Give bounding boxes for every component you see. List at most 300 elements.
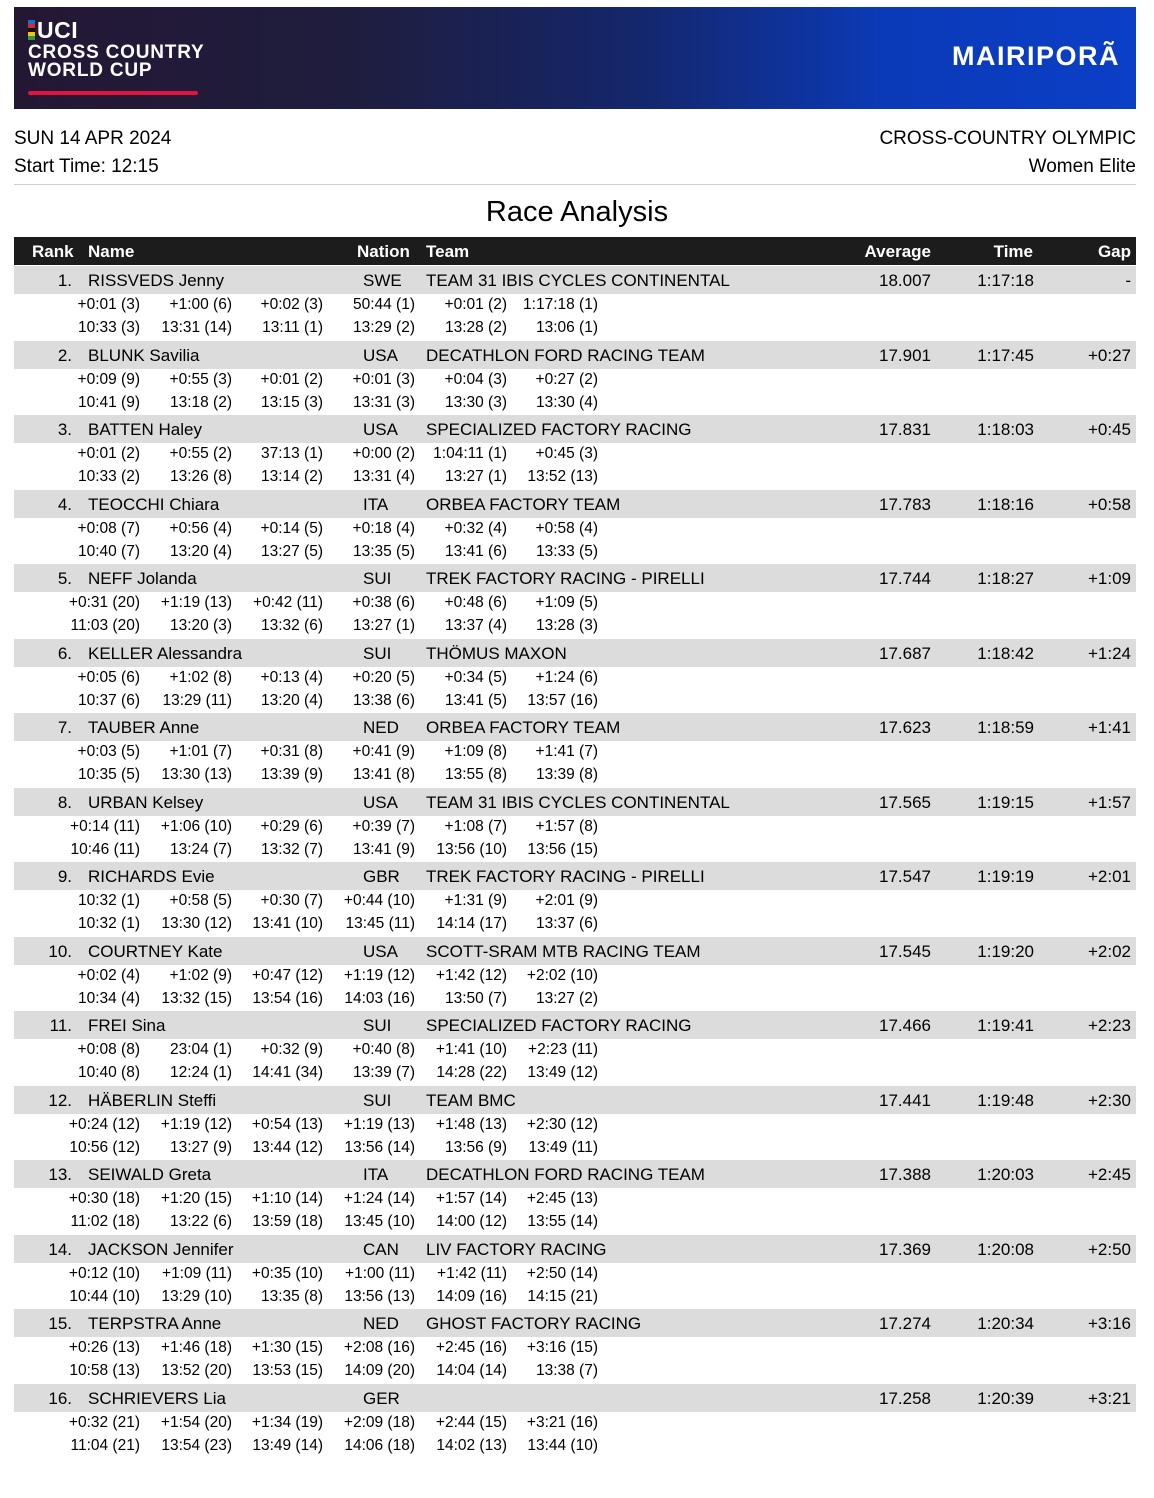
lap-time: 14:03 (16) bbox=[344, 990, 415, 1007]
rider-row bbox=[14, 1384, 1136, 1412]
split-gap: +2:50 (14) bbox=[526, 1265, 598, 1282]
nation-cell: SUI bbox=[363, 1091, 392, 1110]
rank-cell: 7. bbox=[57, 718, 72, 737]
rank-cell: 11. bbox=[49, 1016, 72, 1035]
lap-time: 13:52 (13) bbox=[527, 468, 598, 485]
split-gap: +1:54 (20) bbox=[160, 1414, 232, 1431]
lap-time: 13:44 (10) bbox=[527, 1437, 598, 1454]
name-cell: TERPSTRA Anne bbox=[88, 1314, 222, 1333]
lap-time: 13:31 (4) bbox=[352, 468, 415, 485]
lap-time: 13:27 (2) bbox=[535, 990, 598, 1007]
rider-row bbox=[14, 490, 1136, 518]
name-cell: TAUBER Anne bbox=[88, 718, 200, 737]
split-gap: +1:02 (8) bbox=[169, 669, 232, 686]
average-cell: 17.565 bbox=[879, 793, 931, 812]
team-cell: GHOST FACTORY RACING bbox=[426, 1314, 642, 1333]
lap-time: 13:11 (1) bbox=[262, 319, 323, 336]
lap-time: 13:53 (15) bbox=[252, 1362, 323, 1379]
split-gap: +1:09 (11) bbox=[162, 1265, 232, 1282]
split-gap: +1:19 (13) bbox=[343, 1116, 415, 1133]
nation-cell: SUI bbox=[363, 644, 392, 663]
lap-time: 13:29 (2) bbox=[352, 319, 415, 336]
team-cell: ORBEA FACTORY TEAM bbox=[426, 495, 621, 514]
nation-cell: SUI bbox=[363, 569, 392, 588]
name-cell: NEFF Jolanda bbox=[88, 569, 197, 588]
split-gap: +0:05 (6) bbox=[77, 669, 140, 686]
split-gap: +0:01 (2) bbox=[444, 296, 507, 313]
gap-cell: +1:24 bbox=[1087, 644, 1131, 663]
lap-time: 13:32 (6) bbox=[260, 617, 323, 634]
average-cell: 18.007 bbox=[879, 271, 931, 290]
lap-time: 13:37 (6) bbox=[535, 915, 598, 932]
discipline: CROSS-COUNTRY OLYMPIC bbox=[879, 128, 1136, 149]
lap-time: 13:56 (9) bbox=[444, 1139, 507, 1156]
split-gap: +1:00 (6) bbox=[169, 296, 232, 313]
lap-time: 10:44 (10) bbox=[69, 1288, 140, 1305]
lap-time: 13:56 (15) bbox=[527, 841, 598, 858]
split-gap: +1:19 (12) bbox=[343, 967, 415, 984]
split-gap: +2:30 (12) bbox=[526, 1116, 598, 1133]
split-gap: +1:24 (14) bbox=[343, 1190, 415, 1207]
lap-time: 10:40 (7) bbox=[77, 543, 140, 560]
lap-time: 13:50 (7) bbox=[444, 990, 507, 1007]
split-gap: +0:48 (6) bbox=[444, 594, 507, 611]
lap-time: 14:09 (20) bbox=[344, 1362, 415, 1379]
lap-time: 13:41 (10) bbox=[252, 915, 323, 932]
split-gap: +0:13 (4) bbox=[260, 669, 323, 686]
team-cell: DECATHLON FORD RACING TEAM bbox=[426, 346, 705, 365]
split-gap: +1:24 (6) bbox=[535, 669, 598, 686]
rank-cell: 4. bbox=[57, 495, 72, 514]
team-cell: LIV FACTORY RACING bbox=[426, 1240, 607, 1259]
split-gap: +0:18 (4) bbox=[352, 520, 415, 537]
lap-time: 13:41 (6) bbox=[444, 543, 507, 560]
split-gap: +0:08 (8) bbox=[77, 1041, 140, 1058]
time-cell: 1:19:19 bbox=[977, 867, 1034, 886]
lap-time: 13:33 (5) bbox=[535, 543, 598, 560]
average-cell: 17.744 bbox=[879, 569, 931, 588]
rank-cell: 10. bbox=[48, 942, 72, 961]
lap-time: 11:02 (18) bbox=[70, 1213, 140, 1230]
split-gap: +0:55 (3) bbox=[169, 371, 232, 388]
split-gap: +1:57 (14) bbox=[435, 1190, 507, 1207]
split-gap: +2:45 (16) bbox=[435, 1339, 507, 1356]
lap-time: 11:03 (20) bbox=[70, 617, 140, 634]
split-gap: +1:41 (7) bbox=[535, 743, 598, 760]
lap-time: 14:15 (21) bbox=[527, 1288, 598, 1305]
team-cell: TREK FACTORY RACING - PIRELLI bbox=[426, 569, 705, 588]
average-cell: 17.783 bbox=[879, 495, 931, 514]
col-gap: Gap bbox=[1097, 242, 1131, 261]
team-cell: SPECIALIZED FACTORY RACING bbox=[426, 420, 692, 439]
time-cell: 1:18:27 bbox=[977, 569, 1034, 588]
split-gap: +0:26 (13) bbox=[68, 1339, 140, 1356]
split-gap: +0:27 (2) bbox=[535, 371, 598, 388]
lap-time: 13:54 (23) bbox=[161, 1437, 232, 1454]
split-gap: +0:01 (3) bbox=[352, 371, 415, 388]
gap-cell: +2:30 bbox=[1087, 1091, 1131, 1110]
split-gap: +0:55 (2) bbox=[169, 445, 232, 462]
lap-time: 13:32 (7) bbox=[260, 841, 323, 858]
split-gap: +1:34 (19) bbox=[251, 1414, 323, 1431]
lap-time: 13:45 (11) bbox=[345, 915, 415, 932]
gap-cell: +1:41 bbox=[1087, 718, 1131, 737]
gap-cell: +0:58 bbox=[1087, 495, 1131, 514]
rank-cell: 13. bbox=[48, 1165, 72, 1184]
lap-time: 13:14 (2) bbox=[260, 468, 323, 485]
rider-row bbox=[14, 564, 1136, 592]
rank-cell: 16. bbox=[48, 1389, 72, 1408]
split-gap: 10:32 (1) bbox=[77, 892, 140, 909]
average-cell: 17.258 bbox=[879, 1389, 931, 1408]
name-cell: COURTNEY Kate bbox=[88, 942, 223, 961]
lap-time: 10:56 (12) bbox=[69, 1139, 140, 1156]
name-cell: TEOCCHI Chiara bbox=[88, 495, 220, 514]
team-cell: TEAM 31 IBIS CYCLES CONTINENTAL bbox=[426, 793, 730, 812]
lap-time: 13:54 (16) bbox=[252, 990, 323, 1007]
lap-time: 13:45 (10) bbox=[344, 1213, 415, 1230]
lap-time: 10:58 (13) bbox=[69, 1362, 140, 1379]
rank-cell: 14. bbox=[48, 1240, 72, 1259]
rank-cell: 8. bbox=[57, 793, 72, 812]
lap-time: 14:41 (34) bbox=[252, 1064, 323, 1081]
split-gap: +0:02 (4) bbox=[77, 967, 140, 984]
nation-cell: NED bbox=[363, 718, 399, 737]
uci-logo-text: UCI bbox=[37, 17, 79, 43]
gap-cell: +1:57 bbox=[1087, 793, 1131, 812]
time-cell: 1:20:03 bbox=[977, 1165, 1034, 1184]
split-gap: +3:16 (15) bbox=[526, 1339, 598, 1356]
lap-time: 13:49 (14) bbox=[252, 1437, 323, 1454]
rider-row bbox=[14, 415, 1136, 443]
time-cell: 1:19:48 bbox=[977, 1091, 1034, 1110]
lap-time: 13:44 (12) bbox=[252, 1139, 323, 1156]
rank-cell: 1. bbox=[57, 271, 72, 290]
nation-cell: USA bbox=[363, 942, 398, 961]
race-date: SUN 14 APR 2024 bbox=[14, 128, 172, 149]
lap-time: 10:33 (2) bbox=[77, 468, 140, 485]
logo-line-2: WORLD CUP bbox=[28, 60, 153, 81]
lap-time: 14:14 (17) bbox=[436, 915, 507, 932]
time-cell: 1:20:08 bbox=[977, 1240, 1034, 1259]
split-gap: +1:01 (7) bbox=[169, 743, 232, 760]
split-gap: +1:19 (13) bbox=[160, 594, 232, 611]
split-gap: +1:57 (8) bbox=[535, 818, 598, 835]
lap-time: 11:04 (21) bbox=[70, 1437, 140, 1454]
lap-time: 10:46 (11) bbox=[70, 841, 140, 858]
split-gap: +1:41 (10) bbox=[435, 1041, 507, 1058]
split-gap: +0:00 (2) bbox=[352, 445, 415, 462]
name-cell: BATTEN Haley bbox=[88, 420, 202, 439]
split-gap: +0:58 (5) bbox=[169, 892, 232, 909]
time-cell: 1:18:42 bbox=[977, 644, 1034, 663]
page-title: Race Analysis bbox=[485, 196, 669, 228]
split-gap: +1:09 (5) bbox=[535, 594, 598, 611]
lap-time: 13:24 (7) bbox=[169, 841, 232, 858]
split-gap: +0:08 (7) bbox=[77, 520, 140, 537]
rider-row bbox=[14, 1086, 1136, 1114]
lap-time: 13:30 (3) bbox=[444, 394, 507, 411]
split-gap: +0:30 (18) bbox=[68, 1190, 140, 1207]
split-gap: +1:30 (15) bbox=[251, 1339, 323, 1356]
split-gap: +0:24 (12) bbox=[68, 1116, 140, 1133]
team-cell: TEAM BMC bbox=[426, 1091, 516, 1110]
lap-time: 13:29 (11) bbox=[162, 692, 232, 709]
average-cell: 17.901 bbox=[879, 346, 931, 365]
name-cell: SCHRIEVERS Lia bbox=[88, 1389, 226, 1408]
time-cell: 1:17:45 bbox=[977, 346, 1034, 365]
average-cell: 17.623 bbox=[879, 718, 931, 737]
name-cell: RICHARDS Evie bbox=[88, 867, 215, 886]
split-gap: +0:56 (4) bbox=[169, 520, 232, 537]
split-gap: +1:20 (15) bbox=[160, 1190, 232, 1207]
lap-time: 10:37 (6) bbox=[77, 692, 140, 709]
name-cell: KELLER Alessandra bbox=[88, 644, 243, 663]
lap-time: 13:56 (13) bbox=[344, 1288, 415, 1305]
split-gap: +0:02 (3) bbox=[260, 296, 323, 313]
team-cell: TREK FACTORY RACING - PIRELLI bbox=[426, 867, 705, 886]
average-cell: 17.831 bbox=[879, 420, 931, 439]
split-gap: +2:09 (18) bbox=[343, 1414, 415, 1431]
rider-row bbox=[14, 713, 1136, 741]
nation-cell: ITA bbox=[363, 1165, 389, 1184]
split-gap: +0:32 (9) bbox=[260, 1041, 323, 1058]
col-team: Team bbox=[426, 242, 470, 261]
split-gap: +1:00 (11) bbox=[345, 1265, 415, 1282]
nation-cell: CAN bbox=[363, 1240, 399, 1259]
split-gap: 50:44 (1) bbox=[352, 296, 415, 313]
rider-row bbox=[14, 788, 1136, 816]
split-gap: +0:32 (4) bbox=[444, 520, 507, 537]
lap-time: 13:27 (5) bbox=[260, 543, 323, 560]
split-gap: +0:29 (6) bbox=[260, 818, 323, 835]
average-cell: 17.687 bbox=[879, 644, 931, 663]
lap-time: 13:06 (1) bbox=[535, 319, 598, 336]
gap-cell: +2:50 bbox=[1087, 1240, 1131, 1259]
nation-cell: ITA bbox=[363, 495, 389, 514]
lap-time: 13:30 (13) bbox=[161, 766, 232, 783]
lap-time: 13:30 (4) bbox=[535, 394, 598, 411]
nation-cell: SUI bbox=[363, 1016, 392, 1035]
average-cell: 17.547 bbox=[879, 867, 931, 886]
team-cell: ORBEA FACTORY TEAM bbox=[426, 718, 621, 737]
split-gap: +1:10 (14) bbox=[251, 1190, 323, 1207]
gap-cell: +2:01 bbox=[1087, 867, 1131, 886]
split-gap: +2:45 (13) bbox=[526, 1190, 598, 1207]
split-gap: +0:09 (9) bbox=[77, 371, 140, 388]
col-time: Time bbox=[993, 242, 1033, 261]
lap-time: 13:20 (4) bbox=[169, 543, 232, 560]
lap-time: 13:39 (7) bbox=[352, 1064, 415, 1081]
time-cell: 1:19:20 bbox=[977, 942, 1034, 961]
rank-cell: 6. bbox=[57, 644, 72, 663]
gap-cell: +3:16 bbox=[1087, 1314, 1131, 1333]
lap-time: 14:28 (22) bbox=[436, 1064, 507, 1081]
rank-cell: 12. bbox=[48, 1091, 72, 1110]
rank-cell: 2. bbox=[57, 346, 72, 365]
split-gap: +1:08 (7) bbox=[444, 818, 507, 835]
lap-time: 10:41 (9) bbox=[77, 394, 140, 411]
lap-time: 13:56 (10) bbox=[436, 841, 507, 858]
split-gap: +1:48 (13) bbox=[435, 1116, 507, 1133]
average-cell: 17.369 bbox=[879, 1240, 931, 1259]
lap-time: 13:55 (14) bbox=[527, 1213, 598, 1230]
col-average: Average bbox=[864, 242, 931, 261]
name-cell: BLUNK Savilia bbox=[88, 346, 200, 365]
name-cell: URBAN Kelsey bbox=[88, 793, 204, 812]
lap-time: 10:34 (4) bbox=[77, 990, 140, 1007]
rank-cell: 9. bbox=[57, 867, 72, 886]
average-cell: 17.545 bbox=[879, 942, 931, 961]
split-gap: +0:38 (6) bbox=[352, 594, 415, 611]
nation-cell: USA bbox=[363, 346, 398, 365]
split-gap: +1:09 (8) bbox=[444, 743, 507, 760]
gap-cell: +0:27 bbox=[1087, 346, 1131, 365]
col-rank: Rank bbox=[32, 242, 74, 261]
gap-cell: +1:09 bbox=[1087, 569, 1131, 588]
lap-time: 13:49 (12) bbox=[527, 1064, 598, 1081]
logo-line-1: CROSS COUNTRY bbox=[28, 42, 205, 63]
team-cell: SPECIALIZED FACTORY RACING bbox=[426, 1016, 692, 1035]
split-gap: +0:32 (21) bbox=[68, 1414, 140, 1431]
average-cell: 17.274 bbox=[879, 1314, 931, 1333]
team-cell: SCOTT-SRAM MTB RACING TEAM bbox=[426, 942, 701, 961]
lap-time: 13:27 (9) bbox=[169, 1139, 232, 1156]
lap-time: 13:20 (3) bbox=[169, 617, 232, 634]
split-gap: +0:31 (20) bbox=[68, 594, 140, 611]
gap-cell: - bbox=[1125, 271, 1131, 290]
gap-cell: +2:45 bbox=[1087, 1165, 1131, 1184]
split-gap: +0:01 (2) bbox=[77, 445, 140, 462]
lap-time: 13:55 (8) bbox=[444, 766, 507, 783]
rider-row bbox=[14, 1011, 1136, 1039]
split-gap: +0:40 (8) bbox=[352, 1041, 415, 1058]
rank-cell: 5. bbox=[57, 569, 72, 588]
lap-time: 13:49 (11) bbox=[528, 1139, 598, 1156]
lap-time: 13:35 (8) bbox=[260, 1288, 323, 1305]
start-time: Start Time: 12:15 bbox=[14, 156, 159, 177]
split-gap: +0:14 (5) bbox=[260, 520, 323, 537]
split-gap: +0:31 (8) bbox=[260, 743, 323, 760]
rider-row bbox=[14, 266, 1136, 294]
lap-time: 10:32 (1) bbox=[77, 915, 140, 932]
split-gap: 1:04:11 (1) bbox=[433, 445, 507, 462]
rider-row bbox=[14, 341, 1136, 369]
split-gap: +0:41 (9) bbox=[352, 743, 415, 760]
split-gap: +0:58 (4) bbox=[535, 520, 598, 537]
nation-cell: GER bbox=[363, 1389, 400, 1408]
lap-time: 13:27 (1) bbox=[352, 617, 415, 634]
split-gap: +2:23 (11) bbox=[528, 1041, 598, 1058]
venue-name: MAIRIPORÃ bbox=[952, 41, 1120, 71]
lap-time: 13:32 (15) bbox=[161, 990, 232, 1007]
name-cell: FREI Sina bbox=[88, 1016, 166, 1035]
lap-time: 14:02 (13) bbox=[436, 1437, 507, 1454]
lap-time: 13:39 (9) bbox=[260, 766, 323, 783]
split-gap: +1:06 (10) bbox=[160, 818, 232, 835]
lap-time: 13:28 (2) bbox=[444, 319, 507, 336]
rider-row bbox=[14, 1309, 1136, 1337]
col-name: Name bbox=[88, 242, 135, 261]
lap-time: 13:26 (8) bbox=[169, 468, 232, 485]
split-gap: +3:21 (16) bbox=[526, 1414, 598, 1431]
rider-row bbox=[14, 1235, 1136, 1263]
gap-cell: +2:02 bbox=[1087, 942, 1131, 961]
time-cell: 1:18:59 bbox=[977, 718, 1034, 737]
split-gap: +2:44 (15) bbox=[435, 1414, 507, 1431]
time-cell: 1:20:34 bbox=[977, 1314, 1034, 1333]
lap-time: 13:18 (2) bbox=[169, 394, 232, 411]
lap-time: 13:31 (14) bbox=[161, 319, 232, 336]
split-gap: +0:44 (10) bbox=[343, 892, 415, 909]
lap-time: 13:15 (3) bbox=[260, 394, 323, 411]
rank-cell: 3. bbox=[57, 420, 72, 439]
split-gap: +0:47 (12) bbox=[251, 967, 323, 984]
time-cell: 1:18:16 bbox=[977, 495, 1034, 514]
lap-time: 13:56 (14) bbox=[344, 1139, 415, 1156]
time-cell: 1:18:03 bbox=[977, 420, 1034, 439]
lap-time: 13:41 (5) bbox=[444, 692, 507, 709]
nation-cell: SWE bbox=[363, 271, 402, 290]
name-cell: RISSVEDS Jenny bbox=[88, 271, 225, 290]
lap-time: 13:59 (18) bbox=[252, 1213, 323, 1230]
lap-time: 13:27 (1) bbox=[444, 468, 507, 485]
lap-time: 12:24 (1) bbox=[169, 1064, 232, 1081]
gap-cell: +0:45 bbox=[1087, 420, 1131, 439]
split-gap: 1:17:18 (1) bbox=[523, 296, 598, 313]
lap-time: 13:39 (8) bbox=[535, 766, 598, 783]
average-cell: 17.388 bbox=[879, 1165, 931, 1184]
lap-time: 13:38 (7) bbox=[535, 1362, 598, 1379]
team-cell: DECATHLON FORD RACING TEAM bbox=[426, 1165, 705, 1184]
category: Women Elite bbox=[1028, 156, 1136, 177]
split-gap: +0:35 (10) bbox=[251, 1265, 323, 1282]
lap-time: 13:22 (6) bbox=[169, 1213, 232, 1230]
split-gap: +0:20 (5) bbox=[352, 669, 415, 686]
split-gap: 37:13 (1) bbox=[260, 445, 323, 462]
split-gap: +2:08 (16) bbox=[343, 1339, 415, 1356]
split-gap: +1:02 (9) bbox=[169, 967, 232, 984]
name-cell: HÄBERLIN Steffi bbox=[88, 1091, 217, 1110]
split-gap: +1:19 (12) bbox=[160, 1116, 232, 1133]
lap-time: 13:29 (10) bbox=[161, 1288, 232, 1305]
split-gap: +2:02 (10) bbox=[526, 967, 598, 984]
nation-cell: USA bbox=[363, 793, 398, 812]
average-cell: 17.466 bbox=[879, 1016, 931, 1035]
time-cell: 1:17:18 bbox=[977, 271, 1034, 290]
split-gap: +0:45 (3) bbox=[535, 445, 598, 462]
team-cell: THÖMUS MAXON bbox=[426, 644, 567, 663]
gap-cell: +3:21 bbox=[1087, 1389, 1131, 1408]
time-cell: 1:20:39 bbox=[977, 1389, 1034, 1408]
lap-time: 14:00 (12) bbox=[436, 1213, 507, 1230]
split-gap: +1:42 (11) bbox=[437, 1265, 507, 1282]
split-gap: +0:12 (10) bbox=[68, 1265, 140, 1282]
nation-cell: USA bbox=[363, 420, 398, 439]
rider-row bbox=[14, 1160, 1136, 1188]
lap-time: 13:35 (5) bbox=[352, 543, 415, 560]
split-gap: +2:01 (9) bbox=[535, 892, 598, 909]
lap-time: 14:09 (16) bbox=[436, 1288, 507, 1305]
lap-time: 13:37 (4) bbox=[444, 617, 507, 634]
split-gap: +0:34 (5) bbox=[444, 669, 507, 686]
name-cell: JACKSON Jennifer bbox=[88, 1240, 234, 1259]
split-gap: +0:14 (11) bbox=[70, 818, 140, 835]
lap-time: 13:30 (12) bbox=[161, 915, 232, 932]
split-gap: +0:04 (3) bbox=[444, 371, 507, 388]
lap-time: 14:06 (18) bbox=[344, 1437, 415, 1454]
lap-time: 13:31 (3) bbox=[352, 394, 415, 411]
